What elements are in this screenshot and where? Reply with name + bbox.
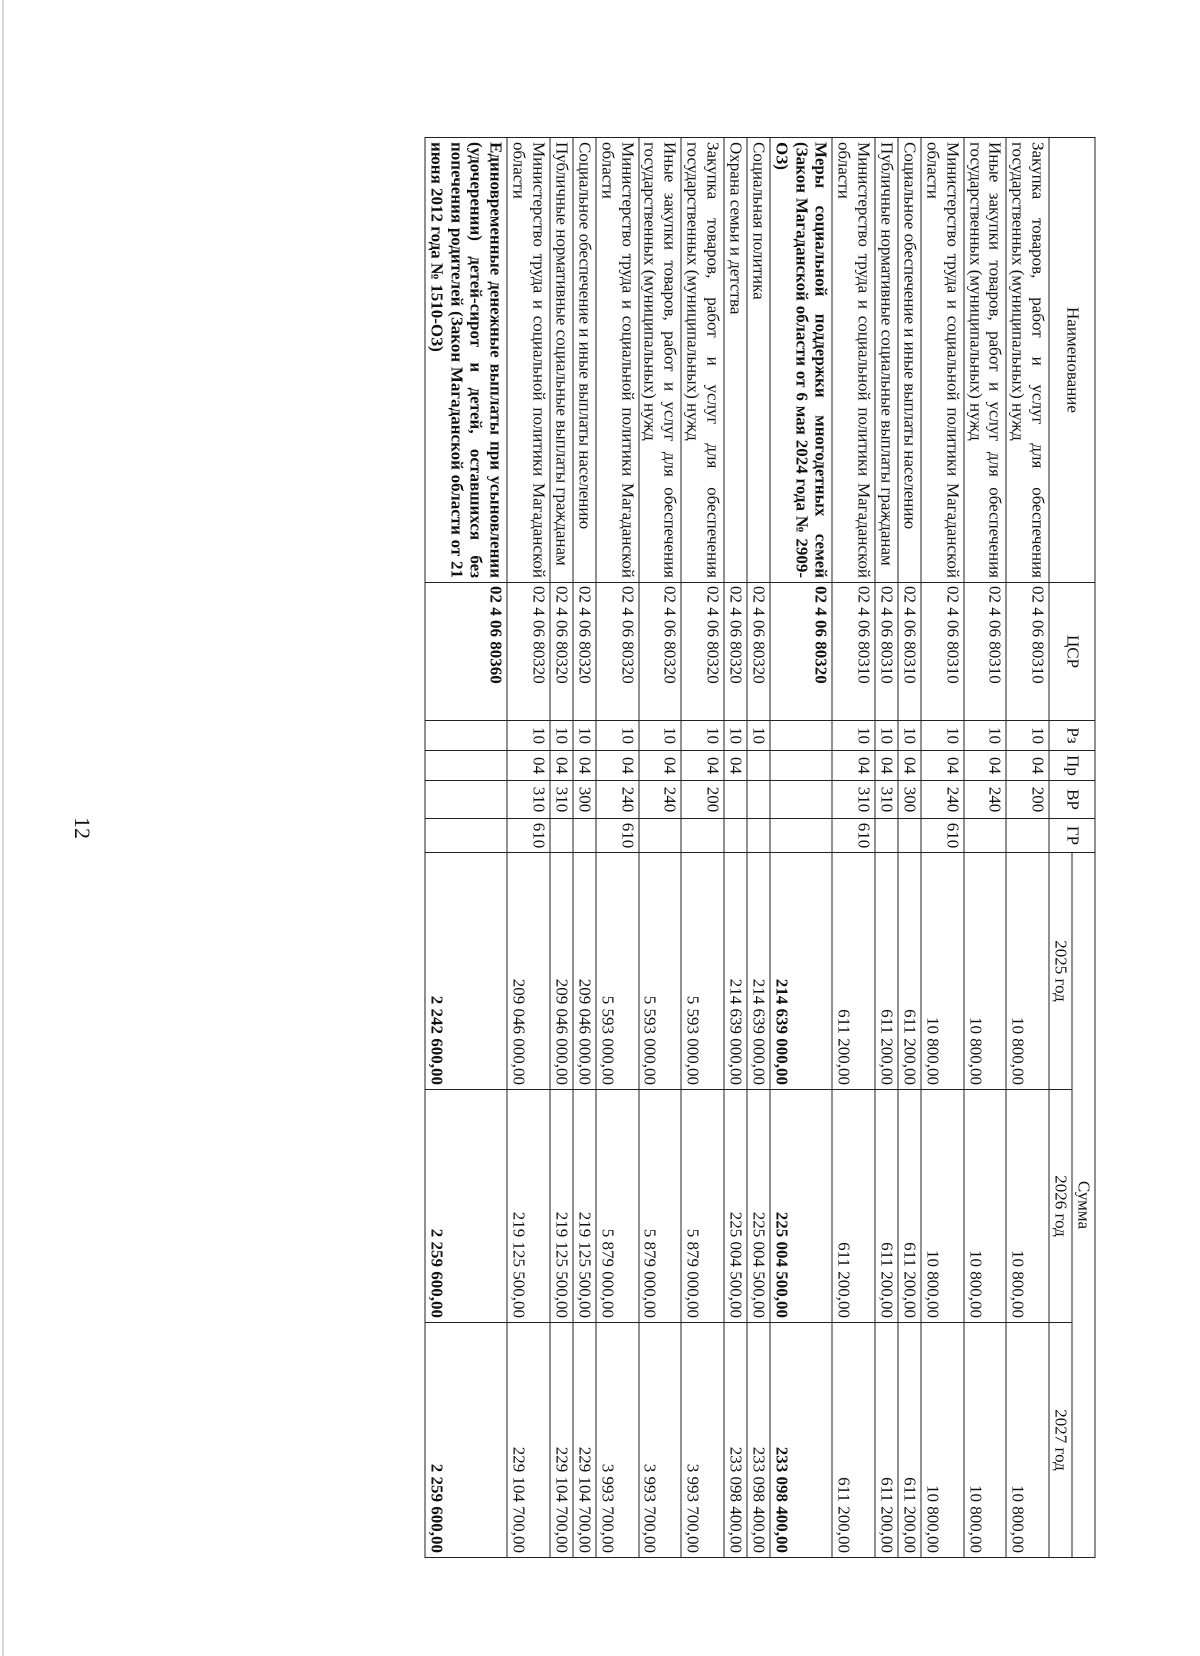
row-rz: 10 <box>921 721 964 751</box>
row-sum-2025: 611 200,00 <box>833 853 876 1090</box>
row-name: Иные закупки товаров, работ и услуг для обеспечения государственных (муниципальных) нужд <box>639 138 682 583</box>
row-csr: 02 4 06 80310 <box>833 583 876 721</box>
row-gr <box>770 819 833 853</box>
row-sum-2025: 10 800,00 <box>921 853 964 1090</box>
row-rz: 10 <box>898 721 921 751</box>
table-body <box>425 138 1049 1558</box>
row-rz: 10 <box>747 721 770 751</box>
row-vr: 240 <box>921 781 964 819</box>
row-sum-2026: 10 800,00 <box>964 1090 1007 1323</box>
row-pr: 04 <box>921 751 964 781</box>
row-gr <box>898 819 921 853</box>
row-pr: 04 <box>550 751 573 781</box>
row-vr: 310 <box>550 781 573 819</box>
row-sum-2026: 225 004 500,00 <box>770 1090 833 1323</box>
row-gr <box>639 819 682 853</box>
row-csr: 02 4 06 80320 <box>596 583 639 721</box>
row-sum-2027: 233 098 400,00 <box>747 1323 770 1558</box>
row-name: Министерство труда и социальной политики Магаданской области <box>596 138 639 583</box>
row-gr <box>724 819 747 853</box>
row-name: Министерство труда и социальной политики Магаданской области <box>507 138 550 583</box>
table-row <box>921 138 964 1558</box>
row-sum-2026: 219 125 500,00 <box>550 1090 573 1323</box>
row-pr: 04 <box>507 751 550 781</box>
row-vr: 300 <box>898 781 921 819</box>
row-csr: 02 4 06 80310 <box>898 583 921 721</box>
header-vr: ВР <box>1049 781 1095 819</box>
row-rz <box>425 721 508 751</box>
row-pr: 04 <box>898 751 921 781</box>
row-sum-2027: 611 200,00 <box>833 1323 876 1558</box>
row-gr <box>747 819 770 853</box>
row-rz: 10 <box>964 721 1007 751</box>
row-name: Охрана семьи и детства <box>724 138 747 583</box>
row-gr <box>1007 819 1050 853</box>
row-sum-2026: 219 125 500,00 <box>573 1090 596 1323</box>
row-name: Министерство труда и социальной политики Магаданской области <box>833 138 876 583</box>
row-rz: 10 <box>550 721 573 751</box>
row-rz: 10 <box>724 721 747 751</box>
row-csr: 02 4 06 80320 <box>639 583 682 721</box>
row-sum-2026: 5 879 000,00 <box>681 1090 724 1323</box>
header-gr: ГР <box>1049 819 1095 853</box>
row-gr: 610 <box>921 819 964 853</box>
row-vr: 300 <box>573 781 596 819</box>
row-sum-2026: 5 879 000,00 <box>596 1090 639 1323</box>
row-sum-2027: 229 104 700,00 <box>550 1323 573 1558</box>
row-sum-2025: 611 200,00 <box>898 853 921 1090</box>
header-sum: Сумма <box>1072 853 1095 1558</box>
table-row <box>747 138 770 1558</box>
row-gr: 610 <box>507 819 550 853</box>
row-csr: 02 4 06 80310 <box>1007 583 1050 721</box>
row-name: Социальное обеспечение и иные выплаты населению <box>573 138 596 583</box>
table-row <box>833 138 876 1558</box>
table-row <box>681 138 724 1558</box>
row-csr: 02 4 06 80310 <box>875 583 898 721</box>
row-sum-2027: 3 993 700,00 <box>596 1323 639 1558</box>
row-sum-2025: 2 242 600,00 <box>425 853 508 1090</box>
row-sum-2026: 611 200,00 <box>875 1090 898 1323</box>
row-sum-2027: 611 200,00 <box>875 1323 898 1558</box>
row-rz <box>770 721 833 751</box>
row-gr: 610 <box>833 819 876 853</box>
row-vr: 200 <box>681 781 724 819</box>
table-row <box>639 138 682 1558</box>
row-sum-2027: 611 200,00 <box>898 1323 921 1558</box>
row-rz: 10 <box>507 721 550 751</box>
row-pr: 04 <box>639 751 682 781</box>
row-name: Социальная политика <box>747 138 770 583</box>
header-rz: Рз <box>1049 721 1095 751</box>
row-sum-2025: 5 593 000,00 <box>681 853 724 1090</box>
header-name: Наименование <box>1049 138 1095 583</box>
row-sum-2025: 5 593 000,00 <box>639 853 682 1090</box>
row-vr <box>747 781 770 819</box>
row-vr: 240 <box>964 781 1007 819</box>
row-sum-2026: 10 800,00 <box>921 1090 964 1323</box>
row-sum-2027: 2 259 600,00 <box>425 1323 508 1558</box>
table-row <box>573 138 596 1558</box>
row-sum-2025: 5 593 000,00 <box>596 853 639 1090</box>
budget-table <box>424 137 1095 1558</box>
row-sum-2025: 214 639 000,00 <box>747 853 770 1090</box>
row-sum-2025: 209 046 000,00 <box>550 853 573 1090</box>
row-sum-2025: 209 046 000,00 <box>573 853 596 1090</box>
row-pr: 04 <box>596 751 639 781</box>
table-row <box>770 138 833 1558</box>
row-csr: 02 4 06 80320 <box>550 583 573 721</box>
row-pr: 04 <box>1007 751 1050 781</box>
row-pr: 04 <box>875 751 898 781</box>
row-gr <box>875 819 898 853</box>
row-sum-2026: 219 125 500,00 <box>507 1090 550 1323</box>
row-rz: 10 <box>833 721 876 751</box>
page-number: 12 <box>70 817 95 839</box>
row-sum-2026: 225 004 500,00 <box>747 1090 770 1323</box>
table-row <box>964 138 1007 1558</box>
row-vr: 240 <box>639 781 682 819</box>
row-pr: 04 <box>833 751 876 781</box>
header-csr: ЦСР <box>1049 583 1095 721</box>
row-name: Иные закупки товаров, работ и услуг для обеспечения государственных (муниципальных) нужд <box>964 138 1007 583</box>
row-sum-2027: 229 104 700,00 <box>507 1323 550 1558</box>
row-name: Закупка товаров, работ и услуг для обеспечения государственных (муниципальных) нужд <box>681 138 724 583</box>
row-pr: 04 <box>964 751 1007 781</box>
row-name: Министерство труда и социальной политики Магаданской области <box>921 138 964 583</box>
row-rz: 10 <box>573 721 596 751</box>
row-gr <box>550 819 573 853</box>
row-sum-2026: 10 800,00 <box>1007 1090 1050 1323</box>
row-sum-2025: 209 046 000,00 <box>507 853 550 1090</box>
row-csr: 02 4 06 80310 <box>921 583 964 721</box>
rotated-table-container <box>211 137 1096 1557</box>
row-csr: 02 4 06 80360 <box>425 583 508 721</box>
table-row <box>507 138 550 1558</box>
row-csr: 02 4 06 80320 <box>770 583 833 721</box>
row-rz: 10 <box>596 721 639 751</box>
row-rz: 10 <box>1007 721 1050 751</box>
table-row <box>550 138 573 1558</box>
row-csr: 02 4 06 80310 <box>964 583 1007 721</box>
row-gr <box>573 819 596 853</box>
row-rz: 10 <box>681 721 724 751</box>
row-name: Публичные нормативные социальные выплаты гражданам <box>875 138 898 583</box>
row-pr: 04 <box>573 751 596 781</box>
row-gr: 610 <box>596 819 639 853</box>
row-sum-2026: 225 004 500,00 <box>724 1090 747 1323</box>
row-gr <box>964 819 1007 853</box>
row-csr: 02 4 06 80320 <box>681 583 724 721</box>
row-sum-2025: 10 800,00 <box>1007 853 1050 1090</box>
row-sum-2027: 233 098 400,00 <box>724 1323 747 1558</box>
row-sum-2027: 10 800,00 <box>964 1323 1007 1558</box>
row-vr: 310 <box>507 781 550 819</box>
scan-edge-mark <box>2 0 4 1656</box>
header-2026: 2026 год <box>1049 1090 1072 1323</box>
row-sum-2027: 3 993 700,00 <box>639 1323 682 1558</box>
row-gr <box>425 819 508 853</box>
row-csr: 02 4 06 80320 <box>747 583 770 721</box>
row-sum-2027: 229 104 700,00 <box>573 1323 596 1558</box>
row-vr: 310 <box>833 781 876 819</box>
header-2027: 2027 год <box>1049 1323 1072 1558</box>
row-vr: 310 <box>875 781 898 819</box>
table-row <box>875 138 898 1558</box>
row-csr: 02 4 06 80320 <box>573 583 596 721</box>
row-sum-2025: 214 639 000,00 <box>770 853 833 1090</box>
header-2025: 2025 год <box>1049 853 1072 1090</box>
row-name: Меры социальной поддержки многодетных семей (Закон Магаданской области от 6 мая 2024 года № 2909-ОЗ) <box>770 138 833 583</box>
row-name: Единовременные денежные выплаты при усыновлении (удочерении) детей-сирот и детей, оставшихся без попечения родителей (Закон Магаданской области от 21 июня 2012 года № 1510-ОЗ) <box>425 138 508 583</box>
row-pr <box>425 751 508 781</box>
row-sum-2026: 611 200,00 <box>898 1090 921 1323</box>
row-pr: 04 <box>681 751 724 781</box>
row-pr <box>770 751 833 781</box>
row-csr: 02 4 06 80320 <box>507 583 550 721</box>
row-sum-2027: 10 800,00 <box>1007 1323 1050 1558</box>
row-sum-2026: 611 200,00 <box>833 1090 876 1323</box>
table-row <box>425 138 508 1558</box>
row-vr <box>770 781 833 819</box>
table-row <box>596 138 639 1558</box>
row-sum-2027: 10 800,00 <box>921 1323 964 1558</box>
row-sum-2027: 233 098 400,00 <box>770 1323 833 1558</box>
row-pr <box>747 751 770 781</box>
row-sum-2027: 3 993 700,00 <box>681 1323 724 1558</box>
row-vr <box>724 781 747 819</box>
row-vr: 200 <box>1007 781 1050 819</box>
row-csr: 02 4 06 80320 <box>724 583 747 721</box>
row-sum-2026: 5 879 000,00 <box>639 1090 682 1323</box>
row-sum-2026: 2 259 600,00 <box>425 1090 508 1323</box>
row-sum-2025: 611 200,00 <box>875 853 898 1090</box>
row-name: Публичные нормативные социальные выплаты гражданам <box>550 138 573 583</box>
table-row <box>724 138 747 1558</box>
table-row <box>898 138 921 1558</box>
row-gr <box>681 819 724 853</box>
row-vr <box>425 781 508 819</box>
row-rz: 10 <box>639 721 682 751</box>
row-vr: 240 <box>596 781 639 819</box>
row-pr: 04 <box>724 751 747 781</box>
row-rz: 10 <box>875 721 898 751</box>
header-pr: Пр <box>1049 751 1095 781</box>
row-sum-2025: 10 800,00 <box>964 853 1007 1090</box>
row-sum-2025: 214 639 000,00 <box>724 853 747 1090</box>
table-row <box>1007 138 1050 1558</box>
row-name: Социальное обеспечение и иные выплаты населению <box>898 138 921 583</box>
row-name: Закупка товаров, работ и услуг для обеспечения государственных (муниципальных) нужд <box>1007 138 1050 583</box>
